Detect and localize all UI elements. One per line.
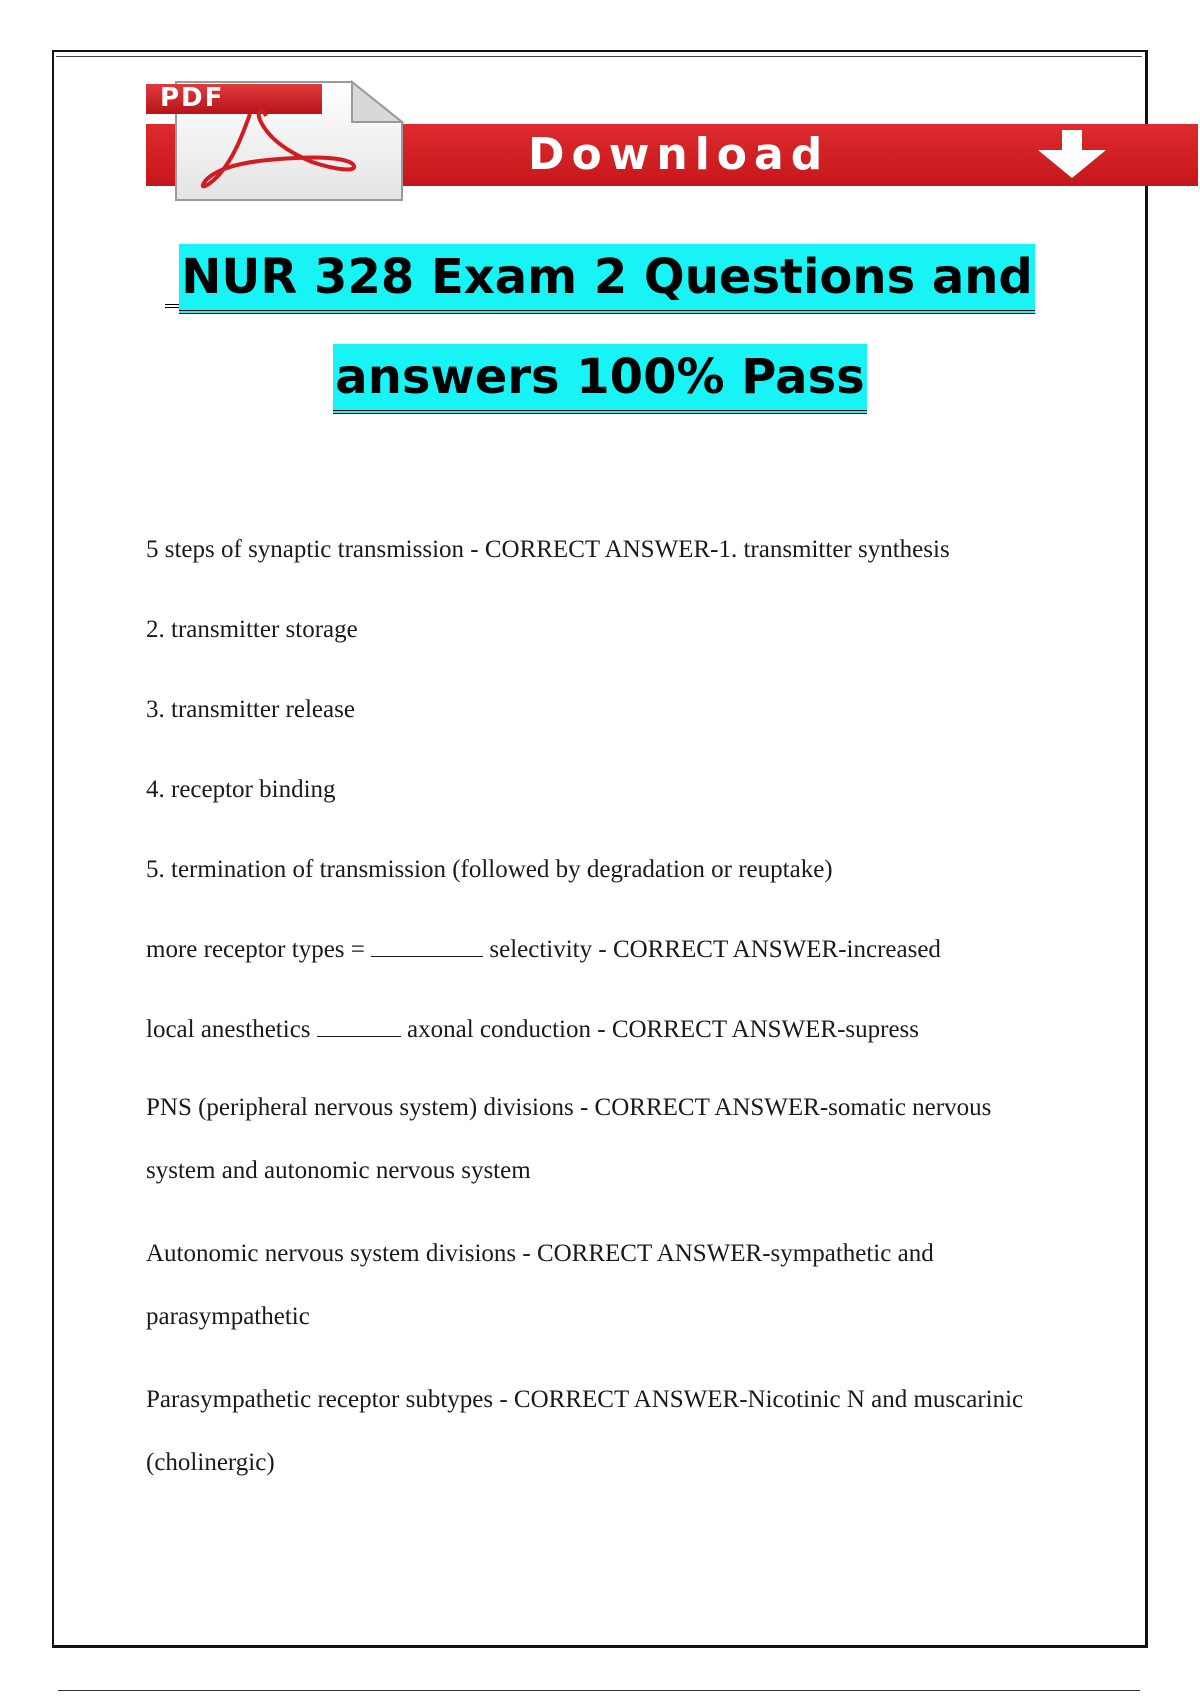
qa-text-before-blank: more receptor types = — [146, 936, 372, 963]
qa-item-blank — [146, 928, 1066, 971]
qa-text-after-blank: selectivity - CORRECT ANSWER-increased — [483, 936, 941, 963]
qa-item: 5. termination of transmission (followed by degradation or reuptake) — [146, 856, 833, 883]
qa-item: 5 steps of synaptic transmission - CORRECT ANSWER-1. transmitter synthesis — [146, 536, 950, 563]
fill-in-blank — [371, 938, 483, 957]
qa-text-before-blank: local anesthetics — [146, 1016, 317, 1043]
document-title-line-2 — [0, 344, 1200, 414]
page-bottom-rule — [58, 1690, 1140, 1691]
fill-in-blank — [317, 1018, 401, 1037]
title-text-2: answers 100% Pass — [333, 344, 866, 414]
pdf-badge-label: PDF — [160, 83, 225, 113]
title-text-1: NUR 328 Exam 2 Questions and — [179, 244, 1035, 314]
download-arrow-icon — [1034, 128, 1110, 180]
qa-item: 3. transmitter release — [146, 696, 355, 723]
qa-item-blank — [146, 1008, 1066, 1051]
pdf-download-banner[interactable] — [146, 80, 1198, 202]
qa-item: Autonomic nervous system divisions - CORRECT ANSWER-sympathetic and parasympathetic — [146, 1240, 934, 1330]
page-frame-inner-rule — [56, 56, 1142, 57]
document-body — [146, 528, 1066, 1530]
document-title-line-1 — [0, 244, 1200, 314]
qa-item: 2. transmitter storage — [146, 616, 358, 643]
qa-item: 4. receptor binding — [146, 776, 336, 803]
qa-item: Parasympathetic receptor subtypes - CORRECT ANSWER-Nicotinic N and muscarinic (cholinergic) — [146, 1386, 1024, 1476]
download-label: Download — [528, 129, 830, 180]
title-underline-lead — [165, 244, 179, 308]
qa-text-after-blank: axonal conduction - CORRECT ANSWER-supress — [400, 1016, 920, 1043]
qa-item: PNS (peripheral nervous system) divisions - CORRECT ANSWER-somatic nervous system and autonomic nervous system — [146, 1094, 992, 1184]
